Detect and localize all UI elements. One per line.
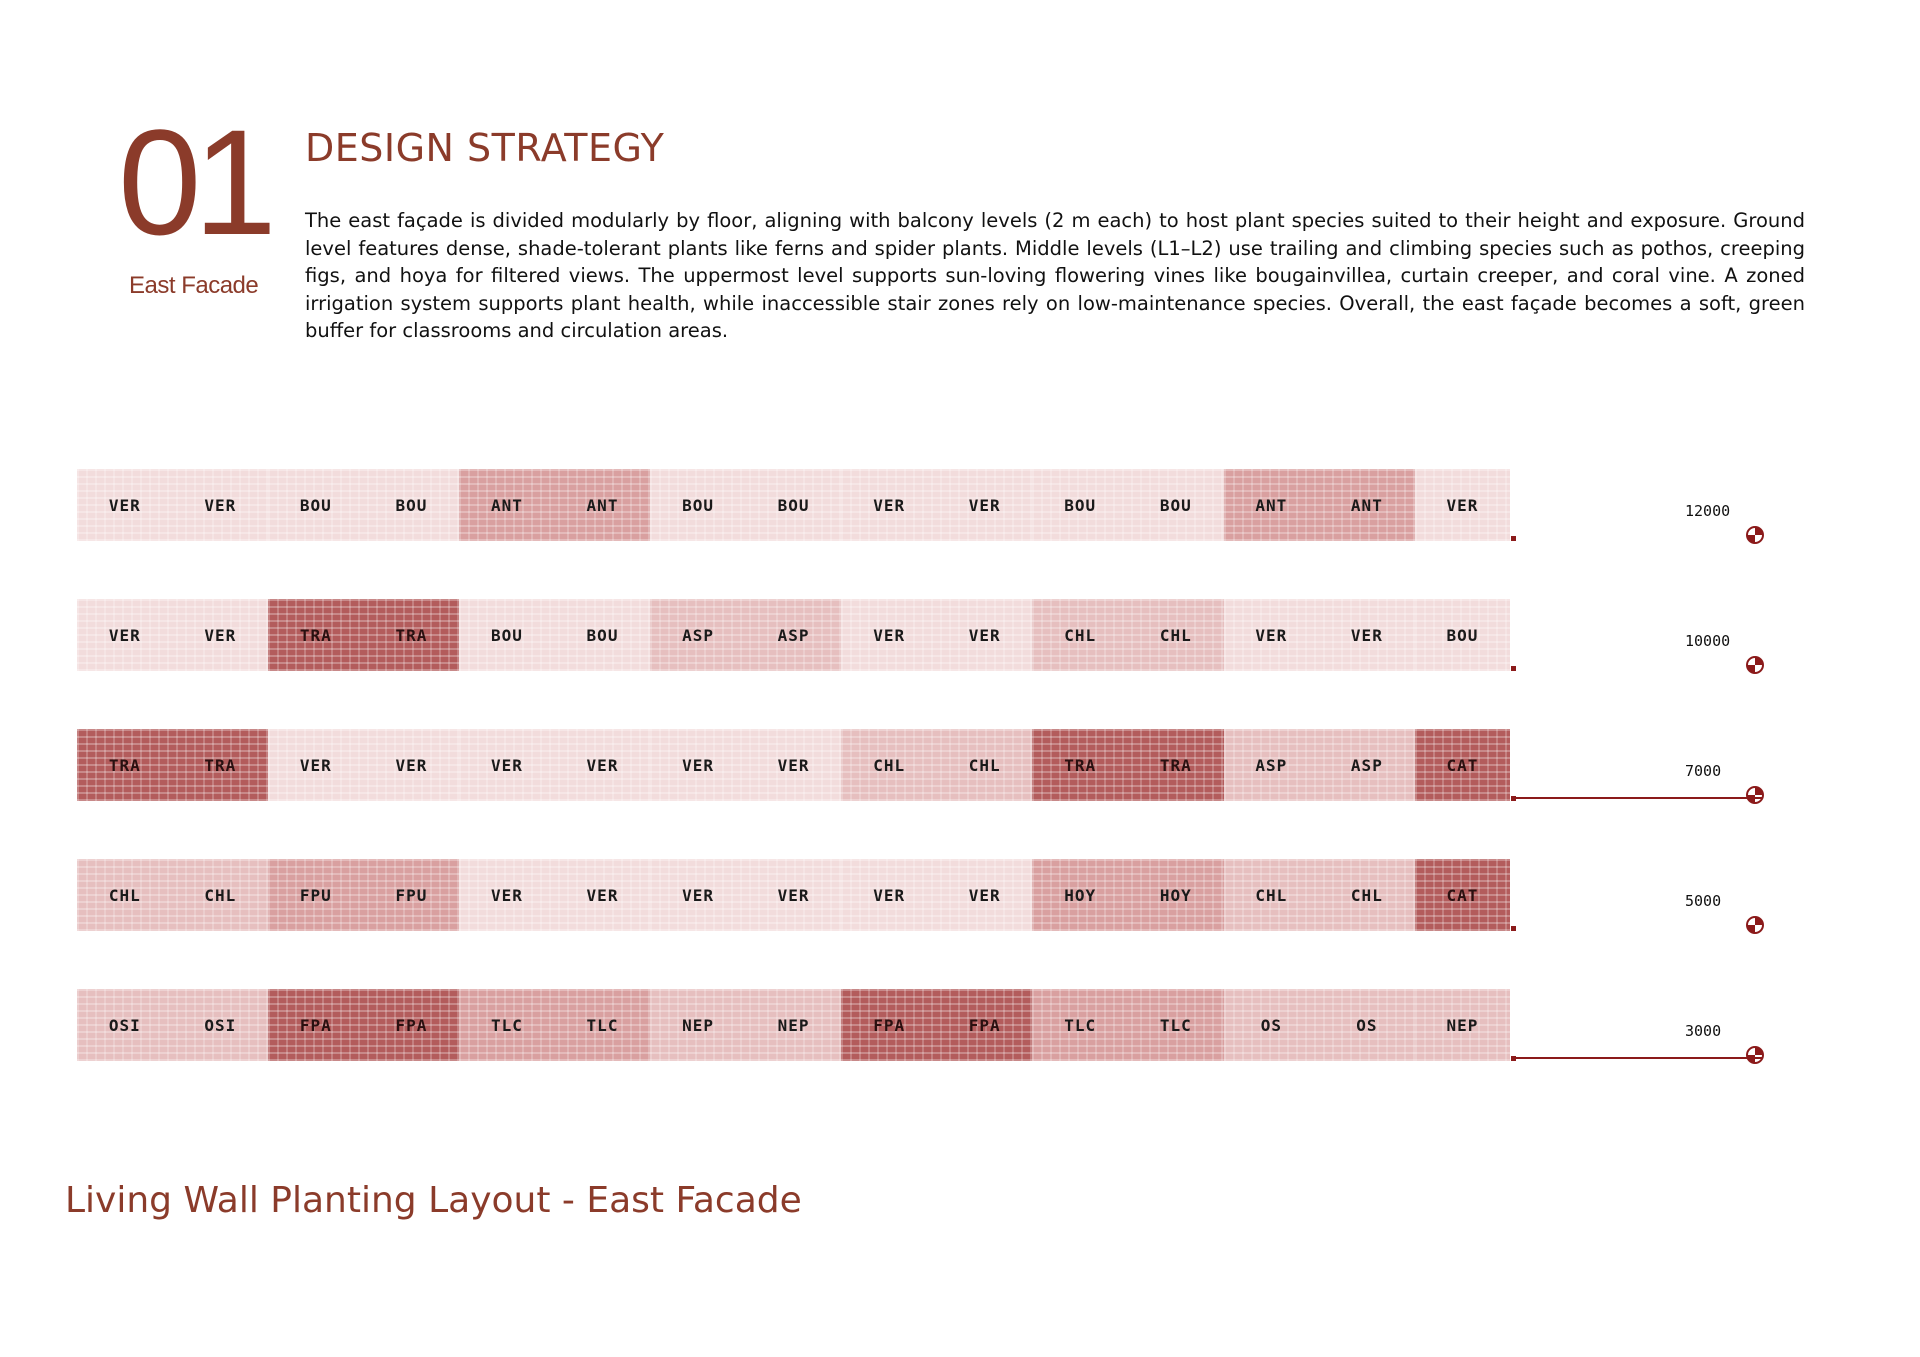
- section-number: 01: [118, 98, 269, 266]
- species-code: VER: [491, 885, 523, 905]
- species-code: OS: [1356, 1015, 1378, 1035]
- planting-module: [841, 469, 1032, 541]
- species-code: FPA: [968, 1015, 1001, 1035]
- species-code: FPA: [873, 1015, 906, 1035]
- species-code: ANT: [491, 495, 523, 515]
- level-marker-icon: [1746, 1046, 1764, 1064]
- species-code: CHL: [873, 755, 906, 775]
- planting-module: [77, 989, 268, 1061]
- planting-module: [1224, 729, 1415, 801]
- species-code: VER: [968, 625, 1001, 645]
- species-code: OS: [1260, 1015, 1282, 1035]
- species-code: VER: [491, 755, 523, 775]
- planting-module: [1415, 989, 1511, 1061]
- species-code: VER: [1446, 495, 1479, 515]
- planting-module: [1415, 859, 1511, 931]
- species-code: TRA: [299, 625, 332, 645]
- planting-module: [650, 859, 841, 931]
- planting-module: [77, 599, 268, 671]
- planting-row: [77, 859, 1510, 931]
- planting-module: [1415, 599, 1511, 671]
- strategy-paragraph: The east façade is divided modularly by floor, aligning with balcony levels (2 m each) to host plant species suited to their height and exposure. Ground level features dense, shade-tolerant plants like ferns and spider plants. Middle levels (L1–L2) use trailing and climbing species such as pothos, creeping figs, and hoya for filtered views. The uppermost level supports sun-loving flowering vines like bougainvillea, curtain creeper, and coral vine. A zoned irrigation system supports plant health, while inaccessible stair zones rely on low-maintenance species. Overall, the east façade becomes a soft, green buffer for classrooms and circulation areas.: [305, 209, 1805, 342]
- species-code: NEP: [777, 1015, 810, 1035]
- planting-module: [650, 989, 841, 1061]
- planting-module: [268, 469, 459, 541]
- species-code: FPU: [395, 885, 428, 905]
- species-code: OSI: [204, 1015, 237, 1035]
- planting-module: [841, 599, 1032, 671]
- species-code: FPA: [395, 1015, 428, 1035]
- species-code: NEP: [682, 1015, 714, 1035]
- species-code: BOU: [586, 625, 619, 645]
- planting-module: [650, 599, 841, 671]
- species-code: VER: [873, 625, 906, 645]
- species-code: OSI: [108, 1015, 141, 1035]
- section-heading: DESIGN STRATEGY: [305, 126, 665, 170]
- planting-module: [1224, 469, 1415, 541]
- planting-module: [1032, 989, 1223, 1061]
- species-code: TLC: [1159, 1015, 1192, 1035]
- planting-module: [268, 989, 459, 1061]
- species-code: TLC: [586, 1015, 619, 1035]
- planting-module: [841, 729, 1032, 801]
- species-code: ASP: [1255, 755, 1288, 775]
- planting-module: [77, 729, 268, 801]
- diagram-caption: Living Wall Planting Layout - East Facade: [65, 1180, 802, 1221]
- species-code: HOY: [1159, 885, 1192, 905]
- row-end-tick: [1511, 536, 1516, 541]
- species-code: ASP: [777, 625, 810, 645]
- species-code: BOU: [299, 495, 332, 515]
- species-code: VER: [395, 755, 428, 775]
- planting-module: [1032, 859, 1223, 931]
- species-code: ASP: [682, 625, 714, 645]
- species-code: ANT: [1255, 495, 1288, 515]
- level-label: 7000: [1685, 762, 1722, 780]
- species-code: TRA: [395, 625, 428, 645]
- level-marker-icon: [1746, 916, 1764, 934]
- planting-module: [650, 469, 841, 541]
- planting-row: [77, 599, 1510, 671]
- species-code: ANT: [1350, 495, 1383, 515]
- level-line: [1512, 797, 1762, 799]
- row-end-tick: [1511, 926, 1516, 931]
- planting-module: [1415, 469, 1511, 541]
- species-code: CHL: [1255, 885, 1288, 905]
- planting-module: [1224, 989, 1415, 1061]
- species-code: VER: [682, 885, 714, 905]
- species-code: CAT: [1446, 885, 1479, 905]
- planting-row: [77, 989, 1510, 1061]
- planting-module: [268, 599, 459, 671]
- planting-module: [459, 469, 650, 541]
- species-code: CHL: [968, 755, 1001, 775]
- species-code: CHL: [204, 885, 237, 905]
- planting-module: [1032, 729, 1223, 801]
- species-code: NEP: [1446, 1015, 1479, 1035]
- species-code: VER: [1255, 625, 1288, 645]
- level-marker-icon: [1746, 786, 1764, 804]
- species-code: TRA: [1064, 755, 1097, 775]
- species-code: BOU: [777, 495, 810, 515]
- species-code: VER: [1350, 625, 1383, 645]
- planting-module: [1032, 469, 1223, 541]
- species-code: VER: [777, 755, 810, 775]
- species-code: BOU: [1159, 495, 1192, 515]
- species-code: VER: [299, 755, 332, 775]
- species-code: TLC: [491, 1015, 523, 1035]
- planting-module: [1224, 599, 1415, 671]
- species-code: TLC: [1064, 1015, 1097, 1035]
- species-code: VER: [204, 495, 237, 515]
- species-code: VER: [873, 495, 906, 515]
- planting-module: [1032, 599, 1223, 671]
- planting-module: [459, 599, 650, 671]
- species-code: TRA: [204, 755, 237, 775]
- species-code: BOU: [1064, 495, 1097, 515]
- species-code: CHL: [1350, 885, 1383, 905]
- species-code: BOU: [682, 495, 714, 515]
- level-marker-icon: [1746, 526, 1764, 544]
- species-code: CAT: [1446, 755, 1479, 775]
- species-code: VER: [682, 755, 714, 775]
- species-code: VER: [586, 885, 619, 905]
- species-code: VER: [968, 495, 1001, 515]
- planting-module: [268, 859, 459, 931]
- level-label: 5000: [1685, 892, 1722, 910]
- species-code: ANT: [586, 495, 619, 515]
- species-code: FPU: [299, 885, 332, 905]
- planting-module: [841, 859, 1032, 931]
- planting-module: [459, 989, 650, 1061]
- species-code: VER: [873, 885, 906, 905]
- level-label: 12000: [1685, 502, 1731, 520]
- species-code: VER: [777, 885, 810, 905]
- planting-module: [1224, 859, 1415, 931]
- planting-module: [459, 859, 650, 931]
- species-code: VER: [108, 625, 141, 645]
- species-code: VER: [586, 755, 619, 775]
- species-code: ASP: [1350, 755, 1383, 775]
- species-code: BOU: [491, 625, 523, 645]
- level-line: [1512, 1057, 1762, 1059]
- species-code: CHL: [1159, 625, 1192, 645]
- species-code: BOU: [1446, 625, 1479, 645]
- planting-module: [77, 469, 268, 541]
- species-code: CHL: [108, 885, 141, 905]
- species-code: VER: [968, 885, 1001, 905]
- species-code: VER: [204, 625, 237, 645]
- planting-row: [77, 729, 1510, 801]
- planting-module: [459, 729, 650, 801]
- species-code: BOU: [395, 495, 428, 515]
- planting-module: [77, 859, 268, 931]
- species-code: HOY: [1064, 885, 1097, 905]
- planting-module: [841, 989, 1032, 1061]
- planting-row: [77, 469, 1510, 541]
- level-label: 10000: [1685, 632, 1731, 650]
- species-code: CHL: [1064, 625, 1097, 645]
- section-subtitle: East Facade: [129, 272, 259, 299]
- row-end-tick: [1511, 666, 1516, 671]
- species-code: TRA: [108, 755, 141, 775]
- level-marker-icon: [1746, 656, 1764, 674]
- planting-module: [650, 729, 841, 801]
- planting-module: [268, 729, 459, 801]
- species-code: FPA: [299, 1015, 332, 1035]
- species-code: VER: [108, 495, 141, 515]
- species-code: TRA: [1159, 755, 1192, 775]
- level-label: 3000: [1685, 1022, 1722, 1040]
- planting-module: [1415, 729, 1511, 801]
